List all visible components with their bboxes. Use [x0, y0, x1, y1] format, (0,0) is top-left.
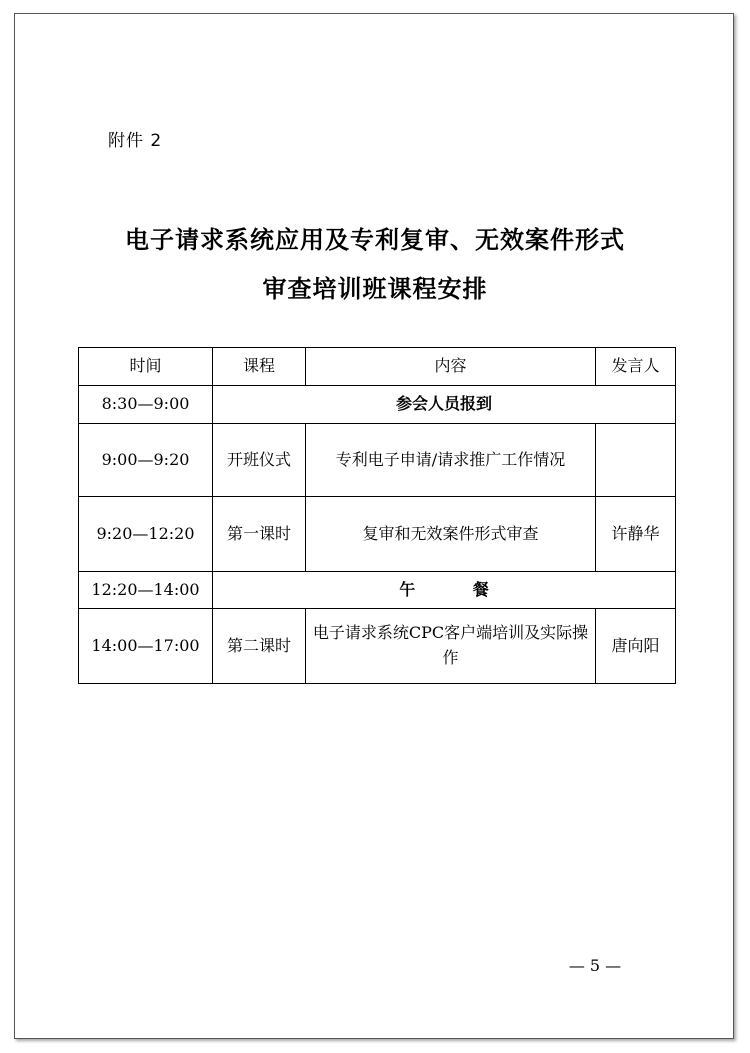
cell-time: 9:00—9:20 [79, 424, 213, 497]
cell-time: 9:20—12:20 [79, 497, 213, 572]
cell-speaker [596, 424, 676, 497]
header-speaker: 发言人 [596, 348, 676, 386]
table-row [79, 386, 676, 424]
lunch-label: 午 餐 [399, 579, 515, 599]
cell-time: 12:20—14:00 [79, 572, 213, 609]
table-row [79, 609, 676, 684]
table-header-row [79, 348, 676, 386]
cell-content: 专利电子申请/请求推广工作情况 [306, 424, 596, 497]
cell-merged-registration: 参会人员报到 [213, 386, 676, 424]
cell-speaker: 唐向阳 [596, 609, 676, 684]
header-course: 课程 [213, 348, 306, 386]
cell-time: 8:30—9:00 [79, 386, 213, 424]
table-row [79, 572, 676, 609]
cell-time: 14:00—17:00 [79, 609, 213, 684]
header-content: 内容 [306, 348, 596, 386]
cell-course: 开班仪式 [213, 424, 306, 497]
document-title-line-1: 电子请求系统应用及专利复审、无效案件形式 [125, 226, 625, 254]
header-time: 时间 [79, 348, 213, 386]
document-title-line-2: 审查培训班课程安排 [262, 275, 488, 303]
cell-merged-lunch [213, 572, 676, 609]
cell-content: 电子请求系统CPC客户端培训及实际操作 [306, 609, 596, 684]
schedule-table [78, 347, 676, 684]
page-number: — 5 — [568, 956, 622, 975]
table-row [79, 424, 676, 497]
table-row [79, 497, 676, 572]
cell-course: 第一课时 [213, 497, 306, 572]
cell-speaker: 许静华 [596, 497, 676, 572]
cell-course: 第二课时 [213, 609, 306, 684]
cell-content: 复审和无效案件形式审查 [306, 497, 596, 572]
attachment-label: 附件 2 [108, 131, 163, 151]
